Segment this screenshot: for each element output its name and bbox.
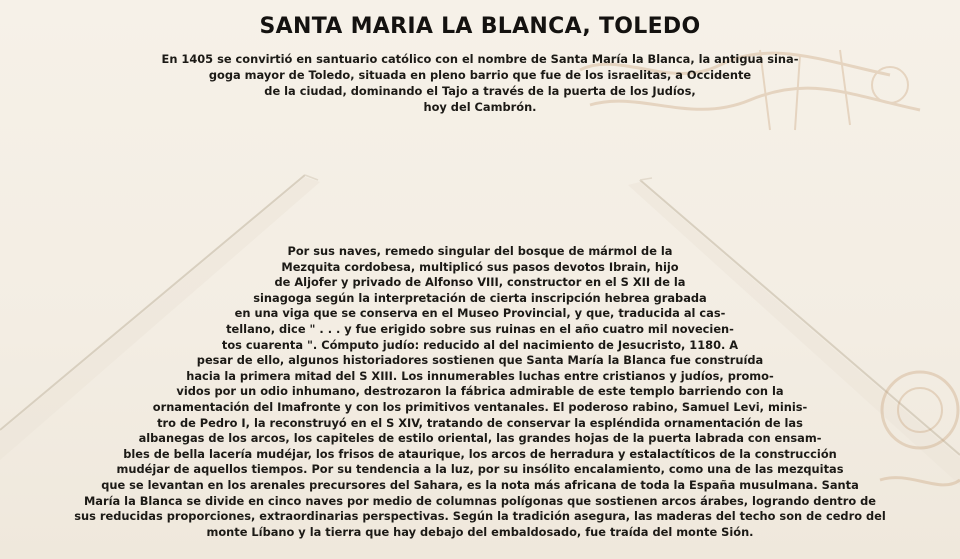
intro-line: de la ciudad, dominando el Tajo a través de la puerta de los Judíos, bbox=[264, 84, 696, 98]
body-line: sus reducidas proporciones, extraordinarias perspectivas. Según la tradición asegura, las maderas del techo son de cedro del bbox=[74, 509, 886, 524]
flap-right-inner bbox=[640, 178, 652, 180]
intro-line: hoy del Cambrón. bbox=[423, 100, 537, 114]
body-line: tro de Pedro I, la reconstruyó en el S XIV, tratando de conservar la espléndida ornamentación de las bbox=[157, 415, 803, 430]
body-line: monte Líbano y la tierra que hay debajo del embaldosado, fue traída del monte Sión. bbox=[206, 524, 754, 539]
body-line: que se levantan en los arenales precursores del Sahara, es la nota más africana de toda la España musulmana. Santa bbox=[101, 477, 859, 492]
intro-line: En 1405 se convirtió en santuario católico con el nombre de Santa María la Blanca, la antigua sina- bbox=[161, 52, 799, 66]
body-line: tellano, dice " . . . y fue erigido sobre sus ruinas en el año cuatro mil novecien- bbox=[226, 321, 734, 336]
body-line: de Aljofer y privado de Alfonso VIII, constructor en el S XII de la bbox=[274, 275, 686, 290]
body-line: sinagoga según la interpretación de cierta inscripción hebrea grabada bbox=[253, 290, 707, 305]
body-line: vidos por un odio inhumano, destrozaron la fábrica admirable de este templo barriendo con la bbox=[176, 384, 784, 399]
body-line: hacia la primera mitad del S XIII. Los innumerables luchas entre cristianos y judíos, promo- bbox=[186, 368, 774, 383]
body-line: en una viga que se conserva en el Museo Provincial, y que, traducida al cas- bbox=[234, 306, 726, 321]
body-line: María la Blanca se divide en cinco naves por medio de columnas polígonas que sostienen arcos árabes, logrando dentro de bbox=[83, 493, 877, 508]
body-line: bles de bella lacería mudéjar, los frisos de ataurique, los arcos de herradura y estalactíticos de la construcción bbox=[123, 446, 837, 461]
body-line: mudéjar de aquellos tiempos. Por su tendencia a la luz, por su insólito encalamiento, como una de las mezquitas bbox=[116, 462, 844, 477]
body-line: Por sus naves, remedo singular del bosque de mármol de la bbox=[287, 244, 673, 258]
body-line: ornamentación del Imafronte y con los primitivos ventanales. El poderoso rabino, Samuel Levi, minis- bbox=[152, 399, 808, 414]
body-line: pesar de ello, algunos historiadores sostienen que Santa María la Blanca fue construída bbox=[196, 353, 764, 368]
body-line: albanegas de los arcos, los capiteles de estilo oriental, las grandes hojas de la puerta labrada con ensam- bbox=[138, 431, 822, 446]
page-title: SANTA MARIA LA BLANCA, TOLEDO bbox=[259, 14, 701, 39]
body-line: tos cuarenta ". Cómputo judío: reducido al del nacimiento de Jesucristo, 1180. A bbox=[221, 337, 739, 352]
body-paragraph bbox=[40, 244, 920, 540]
intro-paragraph bbox=[140, 51, 820, 115]
body-line: Mezquita cordobesa, multiplicó sus pasos devotos Ibrain, hijo bbox=[281, 259, 679, 274]
intro-line: goga mayor de Toledo, situada en pleno barrio que fue de los israelitas, a Occidente bbox=[208, 68, 752, 82]
